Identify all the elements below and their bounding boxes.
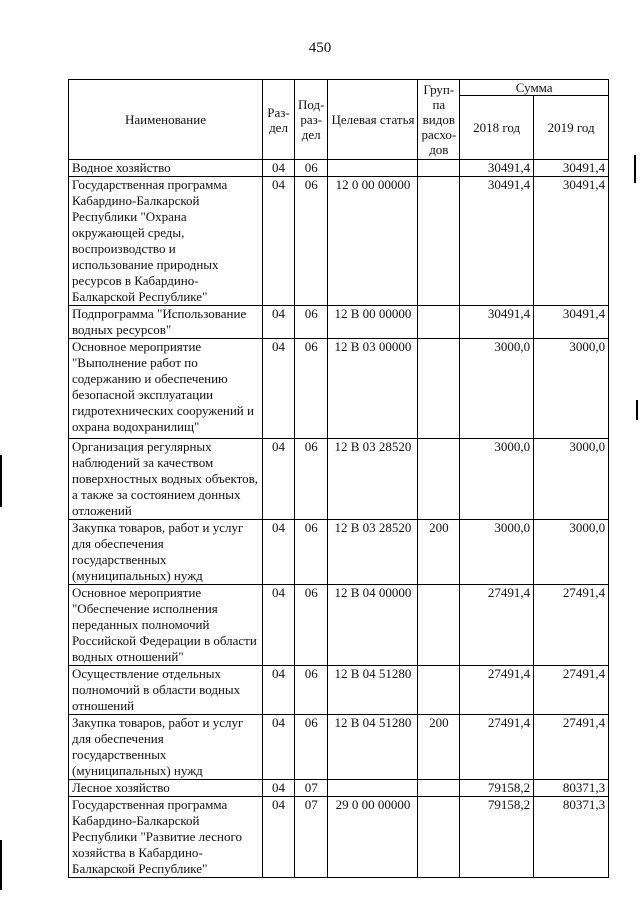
subsection-cell: 06: [295, 306, 328, 339]
subsection-cell: 06: [295, 177, 328, 306]
expense-group-cell: [418, 160, 460, 177]
subsection-cell: 06: [295, 585, 328, 666]
subsection-cell: 06: [295, 339, 328, 439]
amount-2019-cell: 27491,4: [534, 715, 609, 780]
table-row: [69, 439, 609, 520]
expense-group-cell: [418, 797, 460, 878]
table-row: [69, 520, 609, 585]
subsection-cell: 06: [295, 715, 328, 780]
subsection-cell: 07: [295, 797, 328, 878]
amount-2019-cell: 30491,4: [534, 160, 609, 177]
table-row: [69, 797, 609, 878]
expense-group-cell: [418, 585, 460, 666]
row-name-cell: Подпрограмма "Использование водных ресурсов": [69, 306, 263, 339]
row-name-cell: Закупка товаров, работ и услуг для обеспечения государственных (муниципальных) нужд: [69, 520, 263, 585]
target-article-cell: 12 В 04 51280: [328, 666, 418, 715]
expense-group-cell: 200: [418, 715, 460, 780]
amount-2019-cell: 3000,0: [534, 439, 609, 520]
scan-edge-mark: [634, 155, 636, 183]
expense-group-cell: [418, 439, 460, 520]
row-name-cell: Государственная программа Кабардино-Балкарской Республики "Охрана окружающей среды, воспроизводство и использование природных ресурсов в Кабардино-Балкарской Республике": [69, 177, 263, 306]
subsection-cell: 06: [295, 160, 328, 177]
target-article-cell: 12 0 00 00000: [328, 177, 418, 306]
section-cell: 04: [263, 780, 295, 797]
table-row: [69, 306, 609, 339]
table-row: [69, 339, 609, 439]
amount-2019-cell: 3000,0: [534, 520, 609, 585]
row-name-cell: Основное мероприятие "Выполнение работ по содержанию и обеспечению безопасной эксплуатации гидротехнических сооружений и охрана водохранилищ": [69, 339, 263, 439]
row-name-cell: Водное хозяйство: [69, 160, 263, 177]
header-subsection: Под- раз- дел: [295, 80, 328, 160]
header-section: Раз- дел: [263, 80, 295, 160]
amount-2018-cell: 3000,0: [460, 439, 534, 520]
header-target-article: Целевая статья: [328, 80, 418, 160]
subsection-cell: 06: [295, 439, 328, 520]
amount-2018-cell: 30491,4: [460, 177, 534, 306]
row-name-cell: Закупка товаров, работ и услуг для обеспечения государственных (муниципальных) нужд: [69, 715, 263, 780]
section-cell: 04: [263, 797, 295, 878]
section-cell: 04: [263, 306, 295, 339]
page-number: 450: [308, 40, 332, 56]
amount-2018-cell: 27491,4: [460, 585, 534, 666]
section-cell: 04: [263, 160, 295, 177]
target-article-cell: 29 0 00 00000: [328, 797, 418, 878]
table-row: [69, 715, 609, 780]
amount-2018-cell: 30491,4: [460, 160, 534, 177]
amount-2019-cell: 27491,4: [534, 585, 609, 666]
table-row: [69, 666, 609, 715]
amount-2018-cell: 79158,2: [460, 780, 534, 797]
subsection-cell: 07: [295, 780, 328, 797]
section-cell: 04: [263, 585, 295, 666]
amount-2019-cell: 3000,0: [534, 339, 609, 439]
table-row: [69, 177, 609, 306]
expense-group-cell: [418, 177, 460, 306]
row-name-cell: Организация регулярных наблюдений за качеством поверхностных водных объектов, а также за состоянием донных отложений: [69, 439, 263, 520]
table-row: [69, 160, 609, 177]
section-cell: 04: [263, 439, 295, 520]
header-year-2019: 2019 год: [534, 96, 609, 160]
subsection-cell: 06: [295, 666, 328, 715]
section-cell: 04: [263, 520, 295, 585]
header-expense-group: Груп- па видов расхо- дов: [418, 80, 460, 160]
amount-2018-cell: 3000,0: [460, 339, 534, 439]
section-cell: 04: [263, 666, 295, 715]
amount-2018-cell: 3000,0: [460, 520, 534, 585]
header-sum: Сумма: [460, 80, 609, 96]
row-name-cell: Государственная программа Кабардино-Балкарской Республики "Развитие лесного хозяйства в Кабардино-Балкарской Республике": [69, 797, 263, 878]
amount-2019-cell: 27491,4: [534, 666, 609, 715]
budget-table: [68, 79, 609, 878]
target-article-cell: [328, 780, 418, 797]
row-name-cell: Осуществление отдельных полномочий в области водных отношений: [69, 666, 263, 715]
row-name-cell: Лесное хозяйство: [69, 780, 263, 797]
target-article-cell: 12 В 04 00000: [328, 585, 418, 666]
target-article-cell: 12 В 04 51280: [328, 715, 418, 780]
table-row: [69, 780, 609, 797]
section-cell: 04: [263, 715, 295, 780]
amount-2018-cell: 27491,4: [460, 666, 534, 715]
amount-2019-cell: 80371,3: [534, 797, 609, 878]
scan-edge-mark: [636, 400, 638, 420]
amount-2019-cell: 30491,4: [534, 306, 609, 339]
amount-2018-cell: 79158,2: [460, 797, 534, 878]
target-article-cell: 12 В 00 00000: [328, 306, 418, 339]
scan-edge-mark: [0, 455, 2, 507]
target-article-cell: 12 В 03 28520: [328, 520, 418, 585]
amount-2019-cell: 30491,4: [534, 177, 609, 306]
subsection-cell: 06: [295, 520, 328, 585]
amount-2019-cell: 80371,3: [534, 780, 609, 797]
amount-2018-cell: 30491,4: [460, 306, 534, 339]
scan-edge-mark: [0, 840, 2, 890]
header-name: Наименование: [69, 80, 263, 160]
target-article-cell: [328, 160, 418, 177]
expense-group-cell: [418, 306, 460, 339]
expense-group-cell: [418, 666, 460, 715]
table-row: [69, 585, 609, 666]
header-year-2018: 2018 год: [460, 96, 534, 160]
expense-group-cell: [418, 780, 460, 797]
section-cell: 04: [263, 339, 295, 439]
amount-2018-cell: 27491,4: [460, 715, 534, 780]
expense-group-cell: [418, 339, 460, 439]
row-name-cell: Основное мероприятие "Обеспечение исполнения переданных полномочий Российской Федерации в области водных отношений": [69, 585, 263, 666]
expense-group-cell: 200: [418, 520, 460, 585]
target-article-cell: 12 В 03 28520: [328, 439, 418, 520]
target-article-cell: 12 В 03 00000: [328, 339, 418, 439]
section-cell: 04: [263, 177, 295, 306]
